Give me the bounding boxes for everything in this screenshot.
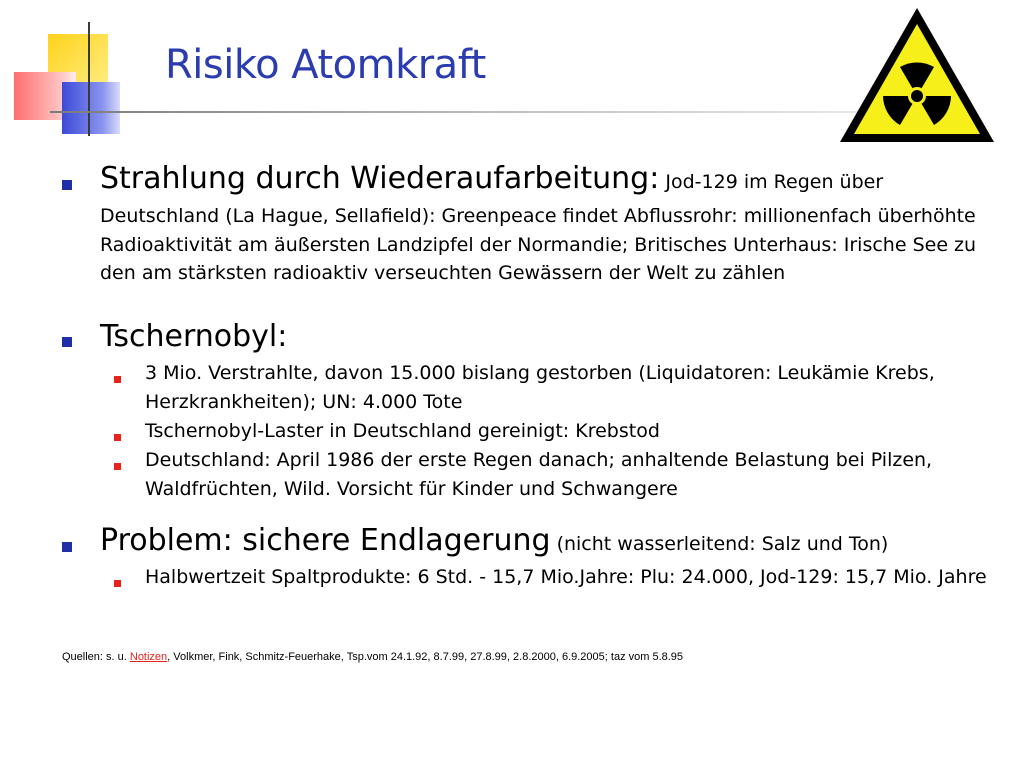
decor-blue-square [62, 82, 120, 134]
sub-bullet-item: 3 Mio. Verstrahlte, davon 15.000 bislang gestorben (Liquidatoren: Leukämie Krebs, Herzkrankheiten); UN: 4.000 Tote [145, 362, 935, 413]
sources-footer [62, 651, 683, 663]
title-underline [50, 111, 860, 113]
bullet-heading-text: Problem: sichere Endlagerung [100, 523, 551, 558]
decor-vertical-line [88, 22, 90, 136]
sources-list: , Volkmer, Fink, Schmitz-Feuerhake, Tsp.vom 24.1.92, 8.7.99, 27.8.99, 2.8.2000, 6.9.2005; taz vom 5.8.95 [167, 651, 684, 663]
bullet-marker [62, 180, 72, 190]
slide-title: Risiko Atomkraft [165, 42, 486, 88]
bullet-body-reprocessing: Deutschland (La Hague, Sellafield): Greenpeace findet Abflussrohr: millionenfach überhöhte Radioaktivität am äußersten Landzipfel der Normandie; Britisches Unterhaus: Irische See zu den am stärksten radioaktiv verseuchten Gewässern der Welt zu zählen [100, 205, 977, 284]
sub-bullet-item: Halbwertzeit Spaltprodukte: 6 Std. - 15,7 Mio.Jahre: Plu: 24.000, Jod-129: 15,7 Mio. Jahre [145, 566, 987, 588]
radiation-warning-icon [834, 2, 1000, 148]
sub-bullet-item: Deutschland: April 1986 der erste Regen danach; anhaltende Belastung bei Pilzen, Waldfrüchten, Wild. Vorsicht für Kinder und Schwangere [145, 449, 933, 500]
sub-bullet-marker [114, 580, 121, 587]
notes-link[interactable]: Notizen [129, 651, 168, 663]
sub-bullet-marker [114, 434, 121, 441]
bullet-marker [62, 337, 72, 347]
sub-bullet-item: Tschernobyl-Laster in Deutschland gereinigt: Krebstod [145, 420, 660, 442]
bullet-heading-chernobyl: Tschernobyl: [100, 319, 288, 354]
bullet-heading-reprocessing [100, 162, 1000, 199]
bullet-heading-text: Strahlung durch Wiederaufarbeitung: [100, 161, 660, 196]
sub-bullet-marker [114, 463, 121, 470]
bullet-heading-disposal [100, 524, 1000, 561]
sources-prefix: Quellen: s. u. [62, 651, 130, 663]
sub-bullet-marker [114, 376, 121, 383]
bullet-marker [62, 542, 72, 552]
bullet-heading-detail: Jod-129 im Regen über [659, 171, 884, 193]
bullet-heading-detail: (nicht wasserleitend: Salz und Ton) [550, 533, 889, 555]
